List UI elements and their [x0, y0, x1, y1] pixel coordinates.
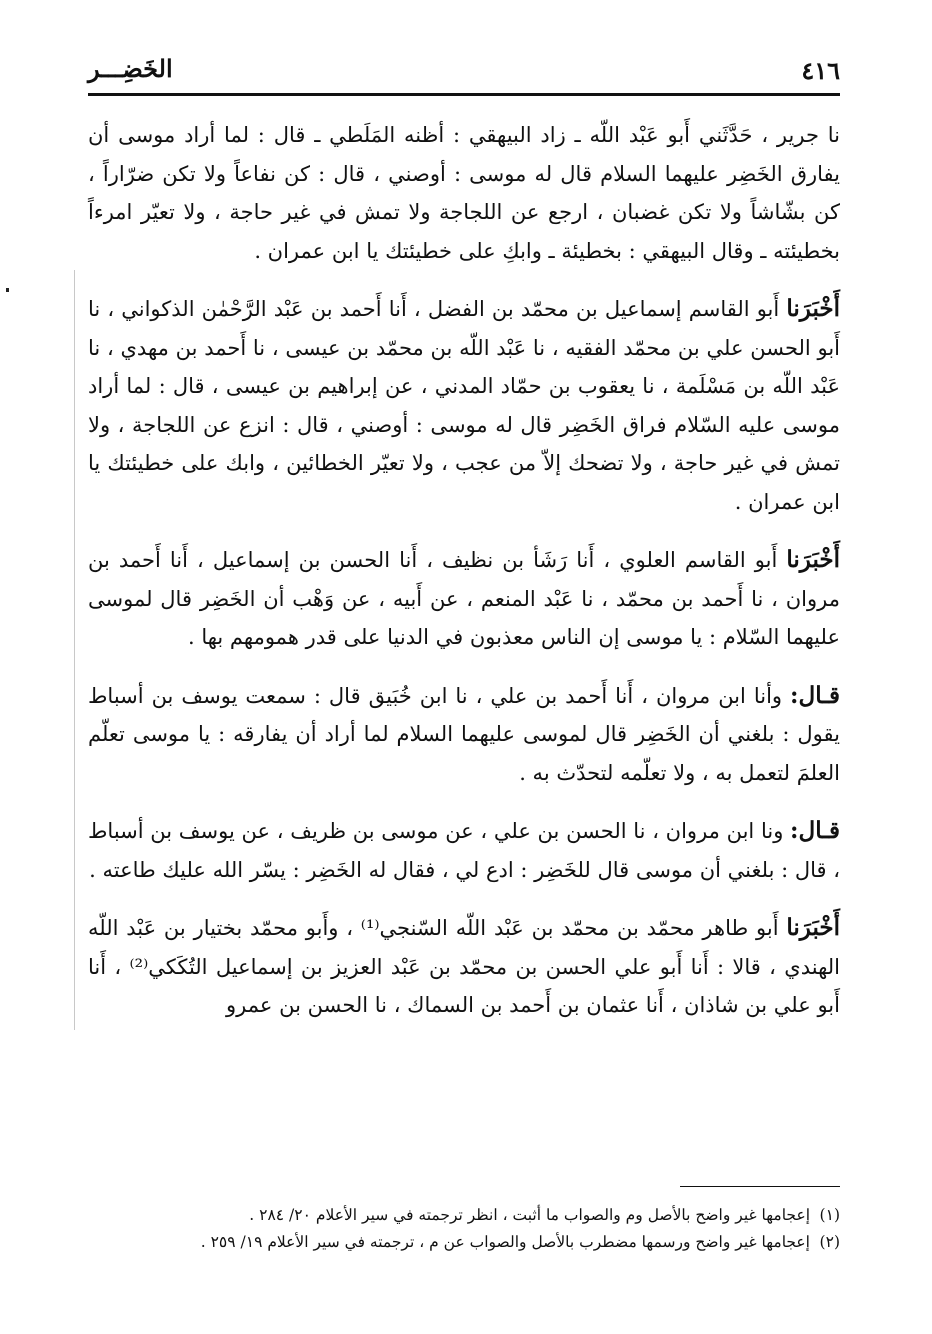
paragraph-6 — [88, 909, 840, 1025]
paragraph-5 — [88, 812, 840, 889]
paragraph-text: أَبو القاسم العلوي ، أَنا رَشَأ بن نظيف ، أَنا الحسن بن إسماعيل ، أَنا أَحمد بن مروان ، نا أَحمد بن محمّد ، نا عَبْد المنعم ، عن أَبيه ، عن وَهْب أن الخَضِر قال لموسى عليهما السّلام : يا موسى إن الناس معذبون في الدنيا على قدر همومهم بها . — [88, 548, 840, 649]
footnote-text: إعجامها غير واضح ورسمها مضطرب بالأصل والصواب عن م ، ترجمته في سير الأعلام ١٩/ ٢٥٩ . — [200, 1233, 810, 1251]
running-header — [88, 50, 840, 90]
page-number: ٤١٦ — [801, 56, 840, 85]
paragraph-lead: أَخْبَرَنا — [786, 546, 840, 573]
footnote-2 — [88, 1229, 840, 1256]
paragraph-text: أَبو القاسم إسماعيل بن محمّد بن الفضل ، أَنا أَحمد بن عَبْد الرَّحْمٰن الذكواني ، نا أَبو الحسن علي بن محمّد الفقيه ، نا عَبْد اللّه بن محمّد بن عيسى ، نا أَحمد بن مهدي ، نا عَبْد اللّه بن مَسْلَمة ، نا يعقوب بن حمّاد المدني ، عن إبراهيم بن عيسى ، قال : لما أراد موسى عليه السّلام فراق الخَضِر قال له موسى : أوصني ، قال : انزع عن اللجاجة ، ولا تمش في غير حاجة ، ولا تضحك إلاّ من عجب ، ولا تعيّر الخطائين ، وابك على خطيئتك يا ابن عمران . — [88, 297, 840, 514]
footnote-1 — [88, 1202, 840, 1229]
running-title: الخَضِـــر — [88, 54, 173, 83]
paragraph-lead: قـال: — [790, 817, 840, 844]
footnote-number: (٢) — [819, 1233, 840, 1251]
main-text — [88, 116, 840, 1025]
paragraph-gap — [88, 792, 840, 812]
footnote-number: (١) — [819, 1206, 840, 1224]
footnote-text: إعجامها غير واضح بالأصل وم والصواب ما أثبت ، انظر ترجمته في سير الأعلام ٢٠/ ٢٨٤ . — [249, 1206, 810, 1224]
paragraph-lead: قـال: — [790, 681, 840, 709]
paragraph-lead: أَخْبَرَنا — [786, 295, 840, 322]
paragraph-text: وأنا ابن مروان ، أَنا أَحمد بن علي ، نا ابن خُبَيق قال : سمعت يوسف بن أسباط يقول : بلغني أن الخَضِر قال لموسى عليهما السلام لما أراد أن يفارقه : يا موسى تعلّم العلمَ لتعمل به ، ولا تعلّمه لتحدّث به . — [88, 683, 840, 785]
paragraph-gap — [88, 270, 840, 290]
margin-scan-line — [74, 270, 75, 1030]
footnote-rule — [680, 1186, 840, 1187]
paragraph-text: ونا ابن مروان ، نا الحسن بن علي ، عن موسى بن ظريف ، عن يوسف بن أسباط ، قال : بلغني أن موسى قال للخَضِر : ادع لي ، فقال له الخَضِر : يسّر الله عليك طاعته . — [88, 819, 840, 882]
paragraph-text: أَبو طاهر محمّد بن محمّد بن عَبْد اللّه السّنجي⁽¹⁾ ، وأَبو محمّد بختيار بن عَبْد اللّه الهندي ، قالا : أَنا أَبو علي الحسن بن محمّد بن عَبْد العزيز بن إسماعيل التُكَكي⁽²⁾ ، أَنا أَبو علي بن شاذان ، أَنا عثمان بن أَحمد بن السماك ، نا الحسن بن عمرو — [88, 916, 840, 1017]
paragraph-3 — [88, 541, 840, 657]
paragraph-4 — [88, 677, 840, 793]
paragraph-2 — [88, 290, 840, 521]
paragraph-gap — [88, 521, 840, 541]
paragraph-gap — [88, 889, 840, 909]
paragraph-gap — [88, 657, 840, 677]
paragraph-1 — [88, 116, 840, 270]
footnotes — [88, 1202, 840, 1256]
paragraph-lead: أَخْبَرَنا — [786, 914, 840, 941]
paragraph-text: نا جرير ، حَدَّثَني أَبو عَبْد اللّه ـ زاد البيهقي : أظنه المَلَطي ـ قال : لما أراد موسى أن يفارق الخَضِر عليهما السلام قال له موسى : أوصني ، قال : كن نفاعاً ولا تكن ضرّاراً ، كن بشّاشاً ولا تكن غضبان ، ارجع عن اللجاجة ولا تمش في غير حاجة ، ولا تعيّر امرءاً بخطيئته ـ وقال البيهقي : بخطيئة ـ وابكِ على خطيئتك يا ابن عمران . — [88, 123, 840, 263]
margin-mark — [6, 288, 9, 292]
header-rule — [88, 93, 840, 96]
